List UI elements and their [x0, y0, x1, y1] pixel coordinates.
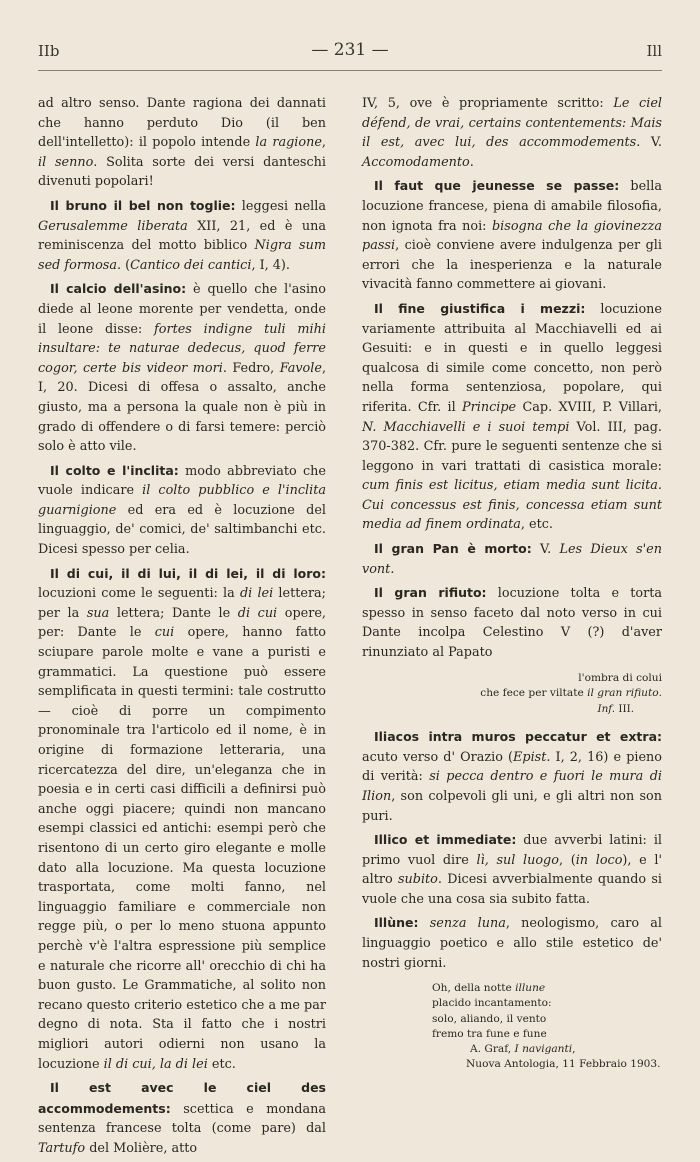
quote-source: Inf. III. — [597, 702, 634, 715]
entry-lemma: Il gran rifiuto: — [374, 585, 487, 601]
entry-lemma: Il est avec le ciel des accommodements: — [38, 1080, 326, 1116]
quote-line: solo, aliando, il vento — [432, 1012, 547, 1025]
entry-iliacos: Iliacos intra muros peccatur et extra: acuto verso d' Orazio (Epist. I, 2, 16) e pieno di verità: si pecca dentro e fuori le mura di Ilion, son colpevoli gli uni, e gli altri non son puri. — [362, 729, 663, 824]
entry-lemma: Il di cui, il di lui, il di lei, il di loro: — [50, 565, 326, 581]
header-rule — [38, 70, 662, 71]
quotation-dante — [362, 671, 662, 718]
left-column — [38, 94, 326, 1162]
entry-lemma: Il gran Pan è morto: — [374, 541, 532, 557]
entry-lemma: Iliacos intra muros peccatur et extra: — [374, 729, 662, 745]
entry-lemma: Il faut que jeunesse se passe: — [374, 178, 620, 194]
entry-il-gran-rifiuto: Il gran rifiuto: locuzione tolta e torta spesso in senso faceto dal noto verso in cui Dante incolpa Celestino V (?) d'aver rinunziato al Papato — [362, 585, 662, 661]
quote-source-publication: Nuova Antologia, 11 Febbraio 1903. — [466, 1058, 661, 1071]
quote-line: fremo tra fune e fune — [432, 1027, 547, 1040]
entry-lemma: Il colto e l'inclita: — [50, 462, 179, 478]
entry-il-est-avec: Il est avec le ciel des accommodements: scettica e mondana sentenza francese tolta (come pare) dal Tartufo del Molière, atto — [38, 1080, 326, 1156]
entry-il-bruno: Il bruno il bel non toglie: leggesi nella Gerusalemme liberata XII, 21, ed è una reminiscenza del motto biblico Nigra sum sed formosa. (Cantico dei cantici, I, 4). — [38, 197, 326, 273]
quote-line: placido incantamento: — [432, 997, 552, 1010]
quote-line: Oh, della notte illune — [432, 982, 546, 995]
page-header — [38, 38, 662, 68]
quote-line: l'ombra di colui — [578, 671, 662, 684]
header-right-mark: Ill — [646, 42, 662, 60]
header-left-mark: IIb — [38, 42, 60, 60]
entry-lemma: Illùne: — [374, 915, 419, 931]
paragraph-continued: IV, 5, ove è propriamente scritto: Le ciel défend, de vrai, certains contentements: Mais il est, avec lui, des accommodements. V. Accomodamento. — [362, 96, 662, 170]
entry-lemma: Il calcio dell'asino: — [50, 281, 187, 297]
entry-il-fine: Il fine giustifica i mezzi: locuzione variamente attribuita al Macchiavelli ed ai Gesuiti: e in questi e in quello leggesi qualcosa di simile come concetto, non però nella forma sentenziosa, popolare, qui riferita. Cfr. il Principe Cap. XVIII, P. Villari, N. Macchiavelli e i suoi tempi Vol. III, pag. 370-382. Cfr. pure le seguenti sentenze che si leggono in vari trattati di casistica morale: cum finis est licitus, etiam media sunt licita. Cui concessus est finis, concessa etiam sunt media ad finem ordinata, etc. — [362, 300, 662, 533]
entry-il-calcio: Il calcio dell'asino: è quello che l'asino diede al leone morente per vendetta, onde il leone disse: fortes indigne tuli mihi insultare: te naturae dedecus, quod ferre cogor, certe bis videor mori. Fedro, Favole, I, 20. Dicesi di offesa o assalto, anche giusto, ma a persona la quale non è più in grado di offendere o di farsi temere: perciò solo è atto vile. — [38, 281, 327, 455]
quote-source: A. Graf, I naviganti, — [470, 1043, 576, 1056]
quote-line: che fece per viltate il gran rifiuto. — [480, 687, 662, 700]
paragraph-continued: ad altro senso. Dante ragiona dei dannati che hanno perduto Dio (il ben dell'intelletto): il popolo intende la ragione, il senno. Solita sorte dei versi danteschi divenuti popolari! — [38, 96, 326, 190]
entry-lemma: Il bruno il bel non toglie: — [50, 197, 236, 213]
entry-il-di-cui: Il di cui, il di lui, il di lei, il di loro: locuzioni come le seguenti: la di lei lettera; per la sua lettera; Dante le di cui opere, per: Dante le cui opere, hanno fatto sciupare parole molte e vane a puristi e grammatici. La questione può essere semplificata in questi termini: tale costrutto — cioè di porre un compimento pronominale tra l'articolo ed il nome, è in origine di formazione letteraria, una ricercatezza del dire, un'eleganza che in poesia e in certi casi difficili a definirsi può anche oggi piacere; quindi non mancano esempi classici ed antichi: esempi però che risentono di un certo giro elegante e molle dato alla locuzione. Ma questa locuzione trasportata, come molti fanno, nel linguaggio familiare e commerciale non regge più, o per lo meno stuona appunto perchè v'è l'altra espressione più semplice e naturale che ricorre all' orecchio di chi ha buon gusto. Le Grammatiche, al solito non recano questo criterio estetico che a me par degno di nota. Sta il fatto che i nostri migliori autori odierni non usano la locuzione il di cui, la di lei etc. — [38, 565, 326, 1072]
right-column — [362, 94, 662, 1072]
entry-il-gran-pan: Il gran Pan è morto: V. Les Dieux s'en vont. — [362, 541, 662, 577]
page-number: — 231 — — [311, 40, 389, 60]
entry-illico: Illico et immediate: due avverbi latini: il primo vuol dire lì, sul luogo, (in loco), e l' altro subito. Dicesi avverbialmente quando si vuole che una cosa sia subito fatta. — [362, 832, 663, 907]
entry-lemma: Illico et immediate: — [374, 832, 517, 848]
entry-lemma: Il fine giustifica i mezzi: — [374, 300, 586, 316]
quotation-graf — [432, 981, 662, 1072]
entry-il-colto: Il colto e l'inclita: modo abbreviato che vuole indicare il colto pubblico e l'inclita guarnigione ed era ed è locuzione del linguaggio, de' comici, de' saltimbanchi etc. Dicesi spesso per celia. — [38, 462, 326, 558]
entry-illune: Illùne: senza luna, neologismo, caro al linguaggio poetico e allo stile estetico de' nostri giorni. — [362, 915, 662, 971]
entry-il-faut: Il faut que jeunesse se passe: bella locuzione francese, piena di amabile filosofia, non ignota fra noi: bisogna che la giovinezza passi, cioè conviene avere indulgenza per gli errori che la inesperienza e la naturale vivacità fanno commettere ai giovani. — [362, 178, 662, 293]
